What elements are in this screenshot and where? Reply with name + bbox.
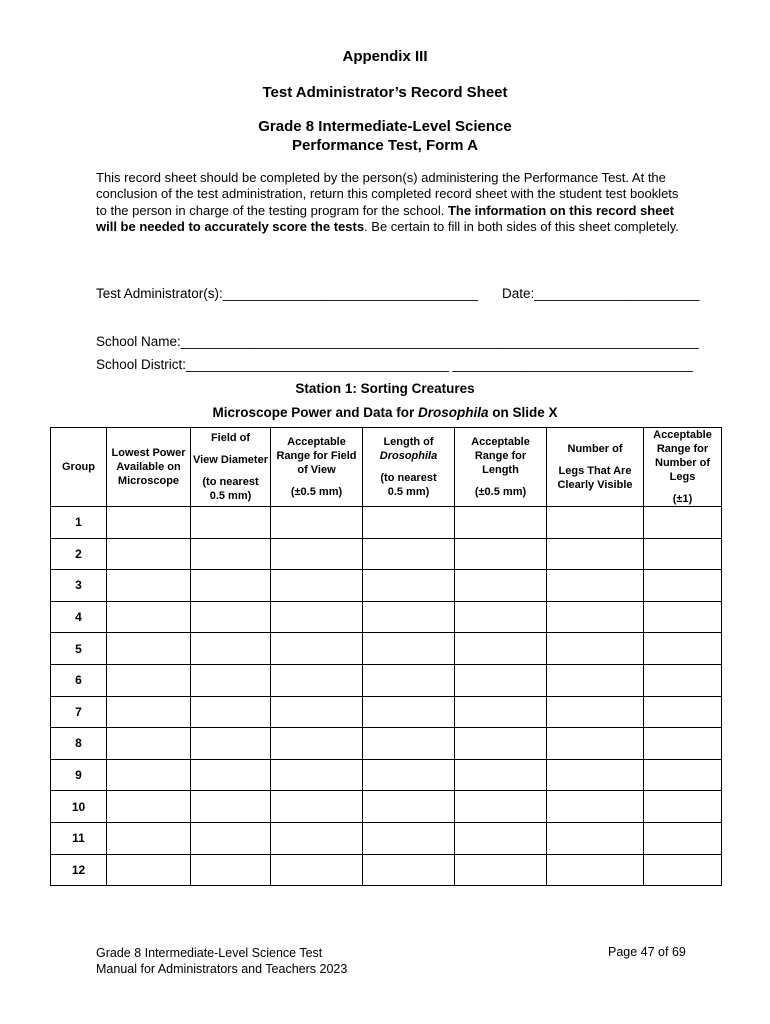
entry-cell[interactable] (271, 854, 363, 886)
entry-cell[interactable] (363, 570, 455, 602)
entry-cell[interactable] (191, 507, 271, 539)
header-range-length: Acceptable Range for Length (±0.5 mm) (455, 428, 547, 507)
entry-cell[interactable] (363, 538, 455, 570)
entry-cell[interactable] (107, 759, 191, 791)
table-row (51, 633, 722, 665)
test-title-line1: Grade 8 Intermediate-Level Science (258, 118, 512, 135)
entry-cell[interactable] (644, 633, 722, 665)
entry-cell[interactable] (363, 507, 455, 539)
entry-cell[interactable] (363, 664, 455, 696)
entry-cell[interactable] (455, 570, 547, 602)
group-number-cell: 9 (51, 759, 107, 791)
entry-cell[interactable] (107, 507, 191, 539)
entry-cell[interactable] (547, 728, 644, 760)
entry-cell[interactable] (455, 538, 547, 570)
test-title-line2: Performance Test, Form A (292, 137, 478, 154)
header-length: Length of Drosophila (to nearest 0.5 mm) (363, 428, 455, 507)
entry-cell[interactable] (363, 759, 455, 791)
entry-cell[interactable] (191, 664, 271, 696)
station-subtitle-species: Drosophila (418, 405, 489, 420)
entry-cell[interactable] (271, 633, 363, 665)
table-row (51, 728, 722, 760)
administrator-field[interactable]: Test Administrator(s):__________________________________ (96, 286, 479, 301)
group-number-cell: 12 (51, 854, 107, 886)
table-body (51, 507, 722, 886)
entry-cell[interactable] (107, 633, 191, 665)
group-number-cell: 4 (51, 601, 107, 633)
group-number-cell: 3 (51, 570, 107, 602)
entry-cell[interactable] (455, 633, 547, 665)
station-subtitle (0, 405, 770, 420)
entry-cell[interactable] (644, 507, 722, 539)
entry-cell[interactable] (191, 854, 271, 886)
table-row (51, 854, 722, 886)
entry-cell[interactable] (191, 759, 271, 791)
entry-cell[interactable] (547, 696, 644, 728)
entry-cell[interactable] (455, 759, 547, 791)
header-legs: Number of Legs That Are Clearly Visible (547, 428, 644, 507)
entry-cell[interactable] (191, 538, 271, 570)
table-row (51, 570, 722, 602)
station-title: Station 1: Sorting Creatures (295, 381, 475, 396)
table-row (51, 791, 722, 823)
page-number: Page 47 of 69 (608, 945, 686, 959)
header-field-of-view: Field of View Diameter (to nearest 0.5 mm) (191, 428, 271, 507)
entry-cell[interactable] (547, 507, 644, 539)
entry-cell[interactable] (271, 696, 363, 728)
entry-cell[interactable] (271, 822, 363, 854)
entry-cell[interactable] (271, 759, 363, 791)
entry-cell[interactable] (455, 507, 547, 539)
group-number-cell: 2 (51, 538, 107, 570)
entry-cell[interactable] (363, 696, 455, 728)
entry-cell[interactable] (644, 854, 722, 886)
entry-cell[interactable] (107, 664, 191, 696)
table-row (51, 538, 722, 570)
entry-cell[interactable] (107, 538, 191, 570)
entry-cell[interactable] (271, 728, 363, 760)
entry-cell[interactable] (191, 601, 271, 633)
entry-cell[interactable] (107, 791, 191, 823)
entry-cell[interactable] (191, 696, 271, 728)
entry-cell[interactable] (644, 696, 722, 728)
header-group: Group (51, 428, 107, 507)
entry-cell[interactable] (644, 601, 722, 633)
entry-cell[interactable] (271, 601, 363, 633)
group-number-cell: 8 (51, 728, 107, 760)
entry-cell[interactable] (644, 538, 722, 570)
group-number-cell: 11 (51, 822, 107, 854)
entry-cell[interactable] (455, 822, 547, 854)
entry-cell[interactable] (547, 822, 644, 854)
entry-cell[interactable] (107, 696, 191, 728)
entry-cell[interactable] (455, 664, 547, 696)
entry-cell[interactable] (455, 696, 547, 728)
table-header-row (51, 428, 722, 507)
header-range-field-of-view: Acceptable Range for Field of View (±0.5 mm) (271, 428, 363, 507)
appendix-heading: Appendix III (342, 48, 428, 65)
entry-cell[interactable] (191, 728, 271, 760)
school-name-field[interactable]: School Name:_____________________________________________________________________ (96, 334, 699, 349)
table-row (51, 759, 722, 791)
school-district-field[interactable]: School District:___________________________________ ________________________________ (96, 357, 693, 372)
group-number-cell: 10 (51, 791, 107, 823)
header-range-legs: Acceptable Range for Number of Legs (±1) (644, 428, 722, 507)
intro-text-2: . Be certain to fill in both sides of this sheet completely. (364, 219, 679, 235)
group-number-cell: 6 (51, 664, 107, 696)
entry-cell[interactable] (107, 822, 191, 854)
entry-cell[interactable] (107, 570, 191, 602)
entry-cell[interactable] (271, 538, 363, 570)
station-subtitle-pre: Microscope Power and Data for (212, 405, 418, 420)
entry-cell[interactable] (644, 791, 722, 823)
header-lowest-power: Lowest Power Available on Microscope (107, 428, 191, 507)
entry-cell[interactable] (547, 633, 644, 665)
entry-cell[interactable] (547, 854, 644, 886)
record-table (50, 427, 722, 886)
entry-cell[interactable] (363, 601, 455, 633)
entry-cell[interactable] (271, 664, 363, 696)
table-row (51, 601, 722, 633)
entry-cell[interactable] (363, 854, 455, 886)
entry-cell[interactable] (107, 854, 191, 886)
entry-cell[interactable] (547, 570, 644, 602)
entry-cell[interactable] (547, 601, 644, 633)
entry-cell[interactable] (455, 601, 547, 633)
footer-line2: Manual for Administrators and Teachers 2023 (96, 962, 348, 976)
entry-cell[interactable] (363, 728, 455, 760)
entry-cell[interactable] (191, 570, 271, 602)
footer-left (96, 945, 347, 977)
entry-cell[interactable] (271, 507, 363, 539)
entry-cell[interactable] (644, 728, 722, 760)
intro-text-1: This record sheet should be completed by the person(s) administering the Performance Test. At the conclusion of the test administration, return this completed record sheet with the student test booklets to the person in charge of the testing program for the school. (96, 170, 679, 218)
station-subtitle-post: on Slide X (488, 405, 558, 420)
entry-cell[interactable] (191, 633, 271, 665)
entry-cell[interactable] (644, 570, 722, 602)
intro-paragraph (96, 170, 690, 236)
entry-cell[interactable] (547, 759, 644, 791)
entry-cell[interactable] (107, 728, 191, 760)
entry-cell[interactable] (107, 601, 191, 633)
table-row (51, 507, 722, 539)
table-row (51, 822, 722, 854)
entry-cell[interactable] (547, 791, 644, 823)
sheet-title: Test Administrator’s Record Sheet (262, 84, 508, 101)
entry-cell[interactable] (547, 664, 644, 696)
entry-cell[interactable] (644, 759, 722, 791)
group-number-cell: 7 (51, 696, 107, 728)
entry-cell[interactable] (191, 822, 271, 854)
entry-cell[interactable] (363, 822, 455, 854)
table-row (51, 696, 722, 728)
entry-cell[interactable] (455, 728, 547, 760)
group-number-cell: 5 (51, 633, 107, 665)
table-row (51, 664, 722, 696)
entry-cell[interactable] (644, 664, 722, 696)
entry-cell[interactable] (363, 633, 455, 665)
intro-bold-text: The information on this record sheet will be needed to accurately score the tests (96, 202, 675, 235)
footer-line1: Grade 8 Intermediate-Level Science Test (96, 946, 323, 960)
group-number-cell: 1 (51, 507, 107, 539)
entry-cell[interactable] (363, 791, 455, 823)
entry-cell[interactable] (547, 538, 644, 570)
entry-cell[interactable] (455, 791, 547, 823)
date-field[interactable]: Date:______________________ (502, 286, 700, 301)
entry-cell[interactable] (271, 570, 363, 602)
entry-cell[interactable] (455, 854, 547, 886)
entry-cell[interactable] (644, 822, 722, 854)
entry-cell[interactable] (191, 791, 271, 823)
entry-cell[interactable] (271, 791, 363, 823)
